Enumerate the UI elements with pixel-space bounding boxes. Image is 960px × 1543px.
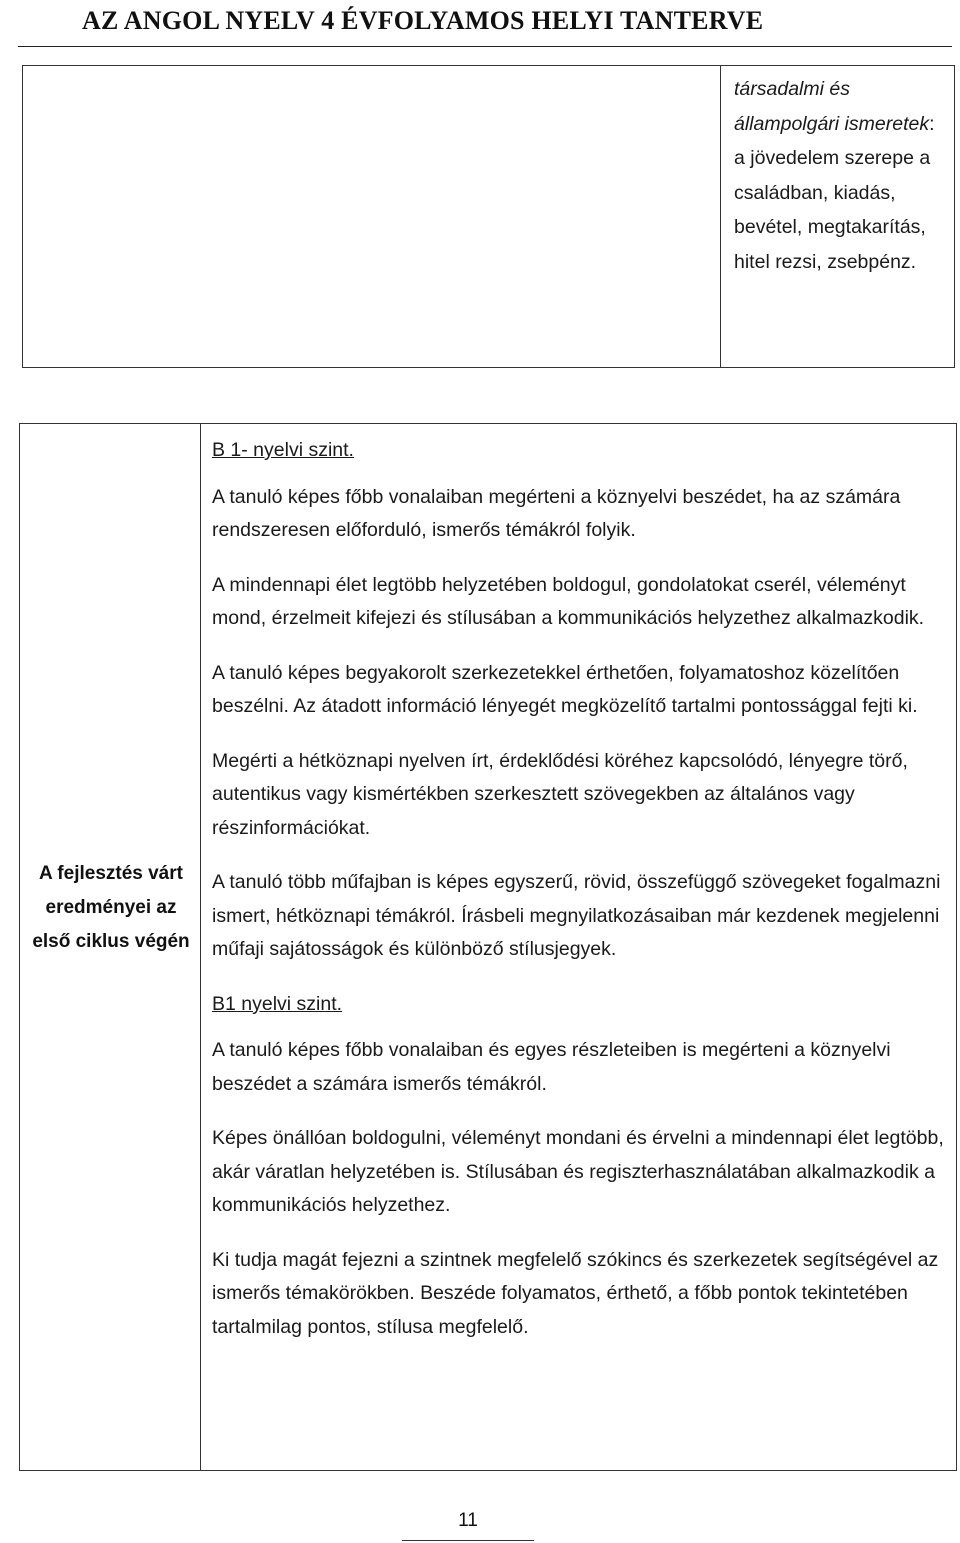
page-number: 11 xyxy=(458,1510,478,1531)
top-table xyxy=(22,65,955,368)
content-cell xyxy=(212,434,947,1365)
column-divider xyxy=(720,66,721,367)
row-label: A fejlesztés várt eredményei az első ciklus végén xyxy=(32,863,190,952)
side-text-rest: : a jövedelem szerepe a családban, kiadás, bevétel, megtakarítás, hitel rezsi, zsebpénz. xyxy=(734,112,935,273)
main-table xyxy=(19,423,957,1471)
page-header xyxy=(18,0,952,47)
paragraph: Ki tudja magát fejezni a szintnek megfelelő szókincs és szerkezetek segítségével az ismerős témakörökben. Beszéde folyamatos, érthető, a főbb pontok tekintetében tartalmilag pontos, stílusa megfelelő. xyxy=(212,1248,939,1338)
paragraph: A tanuló képes begyakorolt szerkezetekkel érthetően, folyamatoshoz közelítően beszélni. Az átadott információ lényegét megközelítő tartalmi pontossággal fejti ki. xyxy=(212,661,918,717)
paragraph: A tanuló képes főbb vonalaiban és egyes részleteiben is megérteni a köznyelvi beszédet a számára ismerős témákról. xyxy=(212,1039,891,1095)
paragraph: A mindennapi élet legtöbb helyzetében boldogul, gondolatokat cserél, véleményt mond, érzelmeit kifejezi és stílusában a kommunikációs helyzethez alkalmazkodik. xyxy=(212,573,925,629)
document-title: AZ ANGOL NYELV 4 ÉVFOLYAMOS HELYI TANTERVE xyxy=(82,6,764,35)
level-heading: B 1- nyelvi szint. xyxy=(212,439,354,461)
column-divider xyxy=(200,424,201,1470)
paragraph: Megérti a hétköznapi nyelven írt, érdeklődési köréhez kapcsolódó, lényegre törő, autentikus vagy kismértékben szerkesztett szövegekben az általános vagy részinformációkat. xyxy=(212,749,908,839)
paragraph: A tanuló képes főbb vonalaiban megérteni a köznyelvi beszédet, ha az számára rendszeresen előforduló, ismerős témákról folyik. xyxy=(212,485,901,541)
top-table-side-cell xyxy=(734,72,949,279)
side-text-italic: társadalmi és állampolgári ismeretek xyxy=(734,78,930,135)
footer-rule xyxy=(402,1540,534,1541)
paragraph: Képes önállóan boldogulni, véleményt mondani és érvelni a mindennapi élet legtöbb, akár váratlan helyzetében is. Stílusában és regiszterhasználatában alkalmazkodik a kommunikációs helyzethez. xyxy=(212,1127,944,1216)
paragraph: A tanuló több műfajban is képes egyszerű, rövid, összefüggő szövegeket fogalmazni ismert, hétköznapi témákról. Írásbeli megnyilatkozásaiban már kezdenek megjelenni műfaji sajátosságok és különböző stílusjegyek. xyxy=(212,871,941,960)
level-heading: B1 nyelvi szint. xyxy=(212,992,343,1015)
